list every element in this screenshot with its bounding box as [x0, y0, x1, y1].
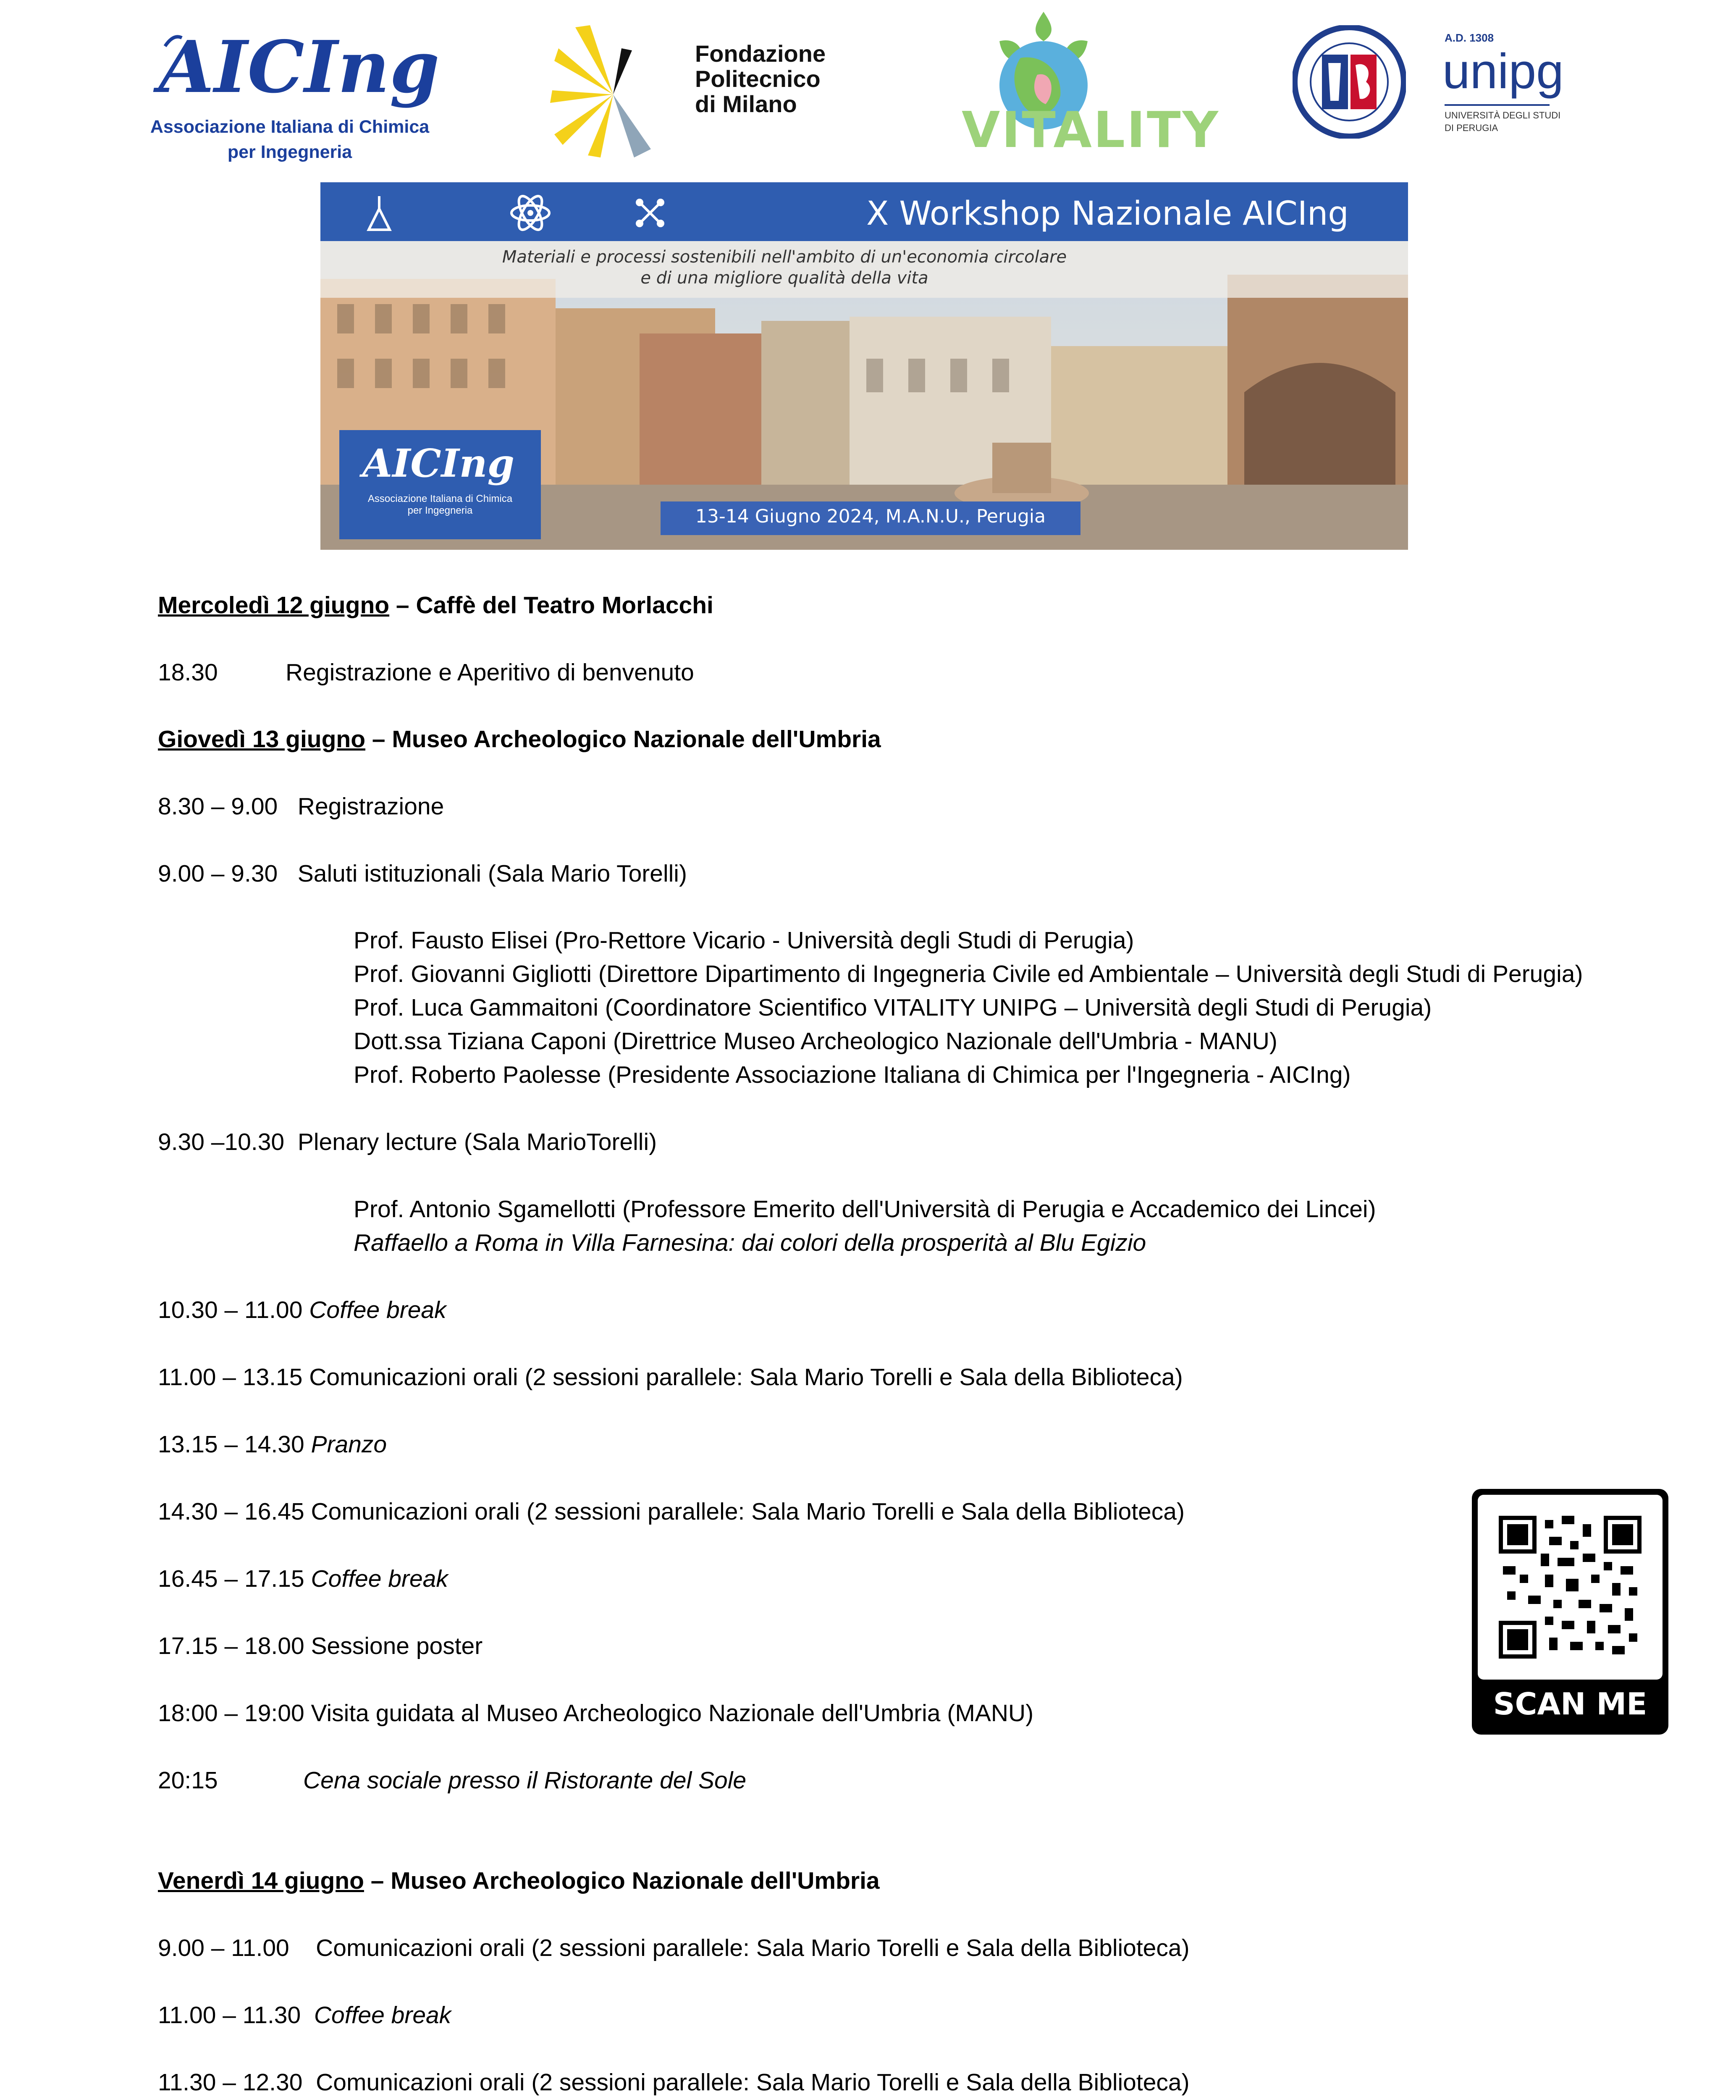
day2-orali2-text: Comunicazioni orali (2 sessioni parallele: Sala Mario Torelli e Sala della Biblioteca)	[311, 1498, 1185, 1525]
day2-coffee1-text: Coffee break	[309, 1297, 446, 1323]
qr-scan-label[interactable]: SCAN ME	[1493, 1686, 1647, 1722]
banner-aicing-sub-1: Associazione Italiana di Chimica	[367, 493, 513, 504]
day3-coffee-time: 11.00 – 11.30	[158, 2002, 301, 2029]
banner-aicing-sub	[346, 493, 535, 517]
workshop-banner	[320, 182, 1408, 550]
day1-date: Mercoledì 12 giugno	[158, 592, 390, 619]
day2-visita	[158, 1699, 1033, 1727]
day2-saluti	[158, 860, 687, 887]
day2-plenary-time: 9.30 –10.30	[158, 1129, 285, 1155]
day2-speaker: Prof. Giovanni Gigliotti (Direttore Dipartimento di Ingegneria Civile ed Ambientale – Università degli Studi di Perugia)	[354, 961, 1583, 987]
day1-item-time: 18.30	[158, 659, 218, 686]
day2-registrazione-time: 8.30 – 9.00	[158, 793, 278, 820]
banner-science-icons	[354, 190, 682, 236]
unipg-seal-icon	[1293, 25, 1406, 139]
polimi-line-1: Fondazione	[695, 40, 826, 67]
qr-code-card[interactable]	[1472, 1489, 1668, 1735]
day2-orali1-text: Comunicazioni orali (2 sessioni parallele: Sala Mario Torelli e Sala della Biblioteca)	[309, 1364, 1183, 1391]
day2-heading	[158, 725, 881, 753]
day2-registrazione	[158, 793, 444, 820]
day2-speaker: Dott.ssa Tiziana Caponi (Direttrice Museo Archeologico Nazionale dell'Umbria - MANU)	[354, 1028, 1277, 1055]
day2-coffee2-time: 16.45 – 17.15	[158, 1565, 304, 1592]
day2-orali2-time: 14.30 – 16.45	[158, 1498, 304, 1525]
day3-venue: – Museo Archeologico Nazionale dell'Umbria	[364, 1867, 880, 1894]
day2-plenary-speaker: Prof. Antonio Sgamellotti (Professore Emerito dell'Università di Perugia e Accademico dei Lincei)	[354, 1196, 1376, 1223]
day2-visita-text: Visita guidata al Museo Archeologico Nazionale dell'Umbria (MANU)	[311, 1700, 1034, 1727]
day3-coffee-text: Coffee break	[314, 2002, 451, 2029]
day3-orali1-time: 9.00 – 11.00	[158, 1935, 289, 1961]
day2-pranzo-text: Pranzo	[311, 1431, 387, 1458]
day2-plenary-title: Raffaello a Roma in Villa Farnesina: dai colori della prosperità al Blu Egizio	[354, 1229, 1146, 1256]
day1-heading	[158, 591, 713, 619]
day2-orali2	[158, 1498, 1185, 1525]
day3-orali1-text: Comunicazioni orali (2 sessioni parallele: Sala Mario Torelli e Sala della Biblioteca)	[316, 1935, 1190, 1961]
day2-visita-time: 18:00 – 19:00	[158, 1700, 304, 1727]
aicing-logo-sub-2: per Ingegneria	[227, 142, 352, 162]
day2-plenary-text: Plenary lecture (Sala MarioTorelli)	[297, 1129, 657, 1155]
day3-orali2	[158, 2068, 1190, 2096]
banner-date-place: 13-14 Giugno 2024, M.A.N.U., Perugia	[695, 506, 1046, 527]
day2-speaker: Prof. Roberto Paolesse (Presidente Associazione Italiana di Chimica per l'Ingegneria - AICIng)	[354, 1061, 1351, 1088]
unipg-top-word: unipg	[1442, 44, 1564, 99]
qr-code-panel[interactable]	[1478, 1495, 1663, 1680]
banner-title: X Workshop Nazionale AICIng	[866, 195, 1349, 233]
day3-date: Venerdì 14 giugno	[158, 1867, 364, 1894]
day3-orali2-text: Comunicazioni orali (2 sessioni parallele: Sala Mario Torelli e Sala della Biblioteca)	[316, 2069, 1190, 2096]
polimi-line-2: Politecnico	[695, 66, 821, 92]
day2-plenary	[158, 1128, 657, 1156]
day2-poster-time: 17.15 – 18.00	[158, 1633, 304, 1659]
day2-saluti-time: 9.00 – 9.30	[158, 860, 278, 887]
day2-orali1	[158, 1363, 1183, 1391]
unipg-top-year: A.D. 1308	[1445, 32, 1494, 44]
day2-pranzo	[158, 1431, 387, 1458]
day2-orali1-time: 11.00 – 13.15	[158, 1364, 303, 1391]
day2-coffee2-text: Coffee break	[311, 1565, 448, 1592]
day2-registrazione-text: Registrazione	[297, 793, 444, 820]
day3-orali2-time: 11.30 – 12.30	[158, 2069, 303, 2096]
aicing-logo-word: AICIng	[159, 25, 440, 109]
day2-coffee1	[158, 1296, 446, 1324]
day2-speaker: Prof. Luca Gammaitoni (Coordinatore Scientifico VITALITY UNIPG – Università degli Studi di Perugia)	[354, 994, 1432, 1021]
unipg-top-sub-1: UNIVERSITÀ DEGLI STUDI	[1445, 110, 1561, 121]
day3-coffee	[158, 2001, 451, 2029]
qr-code-icon[interactable]	[1499, 1516, 1642, 1659]
day2-speaker: Prof. Fausto Elisei (Pro-Rettore Vicario - Università degli Studi di Perugia)	[354, 927, 1134, 954]
banner-tagline-1: Materiali e processi sostenibili nell'ambito di un'economia circolare	[502, 247, 1067, 267]
banner-tagline-2: e di una migliore qualità della vita	[640, 268, 928, 288]
day2-cena-text: Cena sociale presso il Ristorante del Sole	[303, 1767, 747, 1794]
day3-orali1	[158, 1934, 1190, 1962]
day2-venue: – Museo Archeologico Nazionale dell'Umbria	[365, 726, 881, 753]
banner-aicing-word: AICIng	[362, 441, 514, 486]
day2-poster	[158, 1632, 483, 1660]
vitality-logo-word: VITALITY	[962, 101, 1220, 159]
day2-pranzo-time: 13.15 – 14.30	[158, 1431, 304, 1458]
day2-date: Giovedì 13 giugno	[158, 726, 366, 753]
polimi-burst-icon	[550, 23, 676, 162]
day1-venue: – Caffè del Teatro Morlacchi	[389, 592, 713, 619]
polimi-line-3: di Milano	[695, 91, 797, 117]
unipg-top-rule	[1445, 104, 1550, 106]
day3-heading	[158, 1867, 880, 1895]
day2-poster-text: Sessione poster	[311, 1633, 483, 1659]
day2-coffee2	[158, 1565, 448, 1593]
banner-aicing-sub-2: per Ingegneria	[407, 505, 473, 516]
day2-saluti-text: Saluti istituzionali (Sala Mario Torelli)	[297, 860, 687, 887]
aicing-logo-sub-1: Associazione Italiana di Chimica	[150, 117, 430, 137]
unipg-top-sub-2: DI PERUGIA	[1445, 123, 1498, 133]
day1-item-text: Registrazione e Aperitivo di benvenuto	[286, 659, 694, 686]
day2-coffee1-time: 10.30 – 11.00	[158, 1297, 303, 1323]
day2-cena-time: 20:15	[158, 1767, 218, 1794]
